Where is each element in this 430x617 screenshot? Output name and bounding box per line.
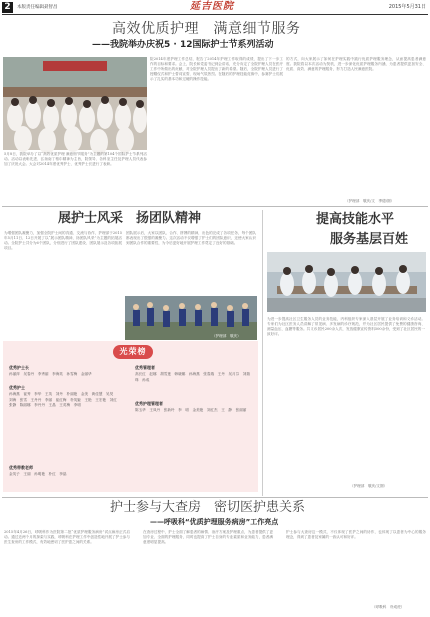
training-photo: [267, 252, 426, 312]
issue-date: 2015年5月31日: [388, 4, 426, 10]
divider-2: [2, 497, 428, 498]
honor-roll-box: [3, 341, 258, 492]
page-number: 2: [2, 2, 13, 13]
article4-byline: （呼吸科 朴成虎）: [372, 605, 405, 609]
article4-title: 护士参与大查房 密切医护患关系: [110, 500, 306, 515]
honor-roll-banner: 光荣榜: [113, 345, 153, 359]
nurses-day-photo-image: [3, 57, 147, 150]
honor-group-title: 优秀护理管理者: [135, 401, 163, 406]
article2-col1: 为增强团队凝聚力，加强全院护士间的沟通、交流与协作，护理部于2015年5月11日、12日开展了以“展示团队精神，扬团队风采”为主题的拓展活动。全院护士共分为6个团队，分别进行了团队建设、团队展示及各项拓展项目。: [4, 231, 122, 250]
header-rule: [2, 14, 428, 15]
honor-group-title: 优秀管理者: [135, 365, 155, 370]
article1-col2: 院2014年度护理工作总结，报告了2014年护理工作取得的成绩，提出了下一步工作的目标和要求。会上，院长和党委书记到会讲话，充分肯定了全院护理人员在医疗工作中所做出的贡献，对全院护理人员提出了新的希望。随后，全院护理人员进行了授帽仪式和护士誓词宣誓，现场气氛热烈。在随后的护理技能竞赛中，参赛护士们展示了扎实的基本功和过硬的操作技能。: [150, 57, 283, 81]
article1-byline: （护理部 敬庆/文 季德/图）: [345, 199, 395, 203]
article4-col3: 护士参与大查房这一模式，不仅体现了医护之间的协作，也体现了以患者为中心的服务理念，得到了患者及家属的一致认可和好评。: [286, 530, 426, 539]
article1-subtitle: ——我院举办庆祝5 · 12国际护士节系列活动: [92, 40, 274, 50]
column-divider: [262, 210, 263, 496]
training-photo-image: [267, 252, 426, 312]
masthead: 延吉医院: [190, 1, 234, 12]
honor-group-title: 优秀护士长: [9, 365, 29, 370]
article3-byline: （护理部 敬庆/文图）: [350, 484, 388, 488]
article3-body: 为进一步提高社区卫生服务人员的业务技能，内科组织专家深入基层开展了业务培训和义诊活动。专家们为社区医务人员讲解了常见病、多发病的诊疗规范，并为社区居民提供了免费的健康咨询、测量血压、血糖等服务。共义诊居民200余人次，发放健康宣传资料500余份，受到了社区居民的一致好评。: [267, 317, 425, 336]
article4-col1: 2015年4月26日，呼吸科作为医院第二批“优质护理服务病房”试点病房正式启动。通过近两个月的探索与实践，呼吸科在护理工作中创造性地开展了护士参与医生查房的工作模式，有效地密切了医护患之间的关系。: [4, 530, 130, 544]
section-label: 本版责任编辑: [17, 5, 44, 10]
article1-col1: 5月8日，我院举办了以“高效优质护理 满意细节服务”为主题的第104个国际护士节系列活动。活动以表彰先进、弘扬南丁格尔精神为主旨，院领导、各科室主任及护理人员代表参加了庆祝大会。大会对2014年度优秀护士、优秀护士长进行了表彰。: [4, 152, 147, 166]
honor-group-names: 陈玉华 王凤丹 张新玲 李 明 金美艳 刘红杰 王 静 张丽丽: [135, 408, 247, 412]
honor-group-names: 孙丽萍 吴春丹 李秀丽 李海英 孙雪梅 金丽华: [9, 372, 92, 376]
nurses-day-photo: [3, 57, 147, 150]
article1-col3: 的方式，向大家展示了如何在护理实践中践行优质护理服务理念，从而提高患者满意度。我院将以本次活动为契机，进一步深化优质护理服务内涵，为患者提供更加安全、优质、高效、满意的护理服务，努力打造人民满意医院。: [286, 57, 426, 71]
article2-byline: （护理部 敬庆）: [212, 334, 241, 338]
article2-col2: 团队展示后，大家以团队、合作、拼搏的精神，出色的完成了各项任务，每个团队都表现出了很强的凝聚力。这次活动不仅增强了护士们的团队意识，还使大家认识到团队合作的重要性，为今后更好地开展护理工作奠定了良好的基础。: [126, 231, 256, 245]
honor-group-names: 高长红 赵娜 胡雪莲 韩晓娜 孙海燕 张春瑞 王丹 吴月芬 刘瑞珠 孙成: [135, 372, 250, 382]
article3-title-line2: 服务基层百姓: [330, 232, 409, 247]
honor-group-title: 优秀带教老师: [9, 465, 33, 470]
editor-name: 聂智昌: [44, 5, 58, 10]
article3-title-line1: 提高技能水平: [316, 212, 395, 227]
article1-title: 高效优质护理 满意细节服务: [112, 21, 301, 37]
honor-group-names: 孙海燕 崔秀 李华 王英 刘丹 朴丽艳 金美 黄佳慧 吴昊 刘海 张雪 王丹丹 李丽 崔红梅 朴英姬 王艳 王宏艳 刘红 张静 陈丽娜 李丹丹 王晶 王英梅 李明: [9, 392, 121, 407]
article4-col2: 在查房过程中，护士全面了解患者的病情、治疗方案及护理重点，为患者提供了更加专业、全面的护理服务，同时也提高了护士自身的专业素质和业务能力，患者满意度明显提高。: [143, 530, 273, 544]
divider-1: [2, 206, 428, 207]
honor-group-title: 优秀护士: [9, 385, 25, 390]
honor-group-names: 金英子 王丽 孙明艳 朴红 李晶: [9, 472, 67, 476]
article2-title: 展护士风采 扬团队精神: [58, 211, 202, 226]
article4-subtitle: ——呼吸科“优质护理服务病房”工作亮点: [150, 518, 279, 526]
